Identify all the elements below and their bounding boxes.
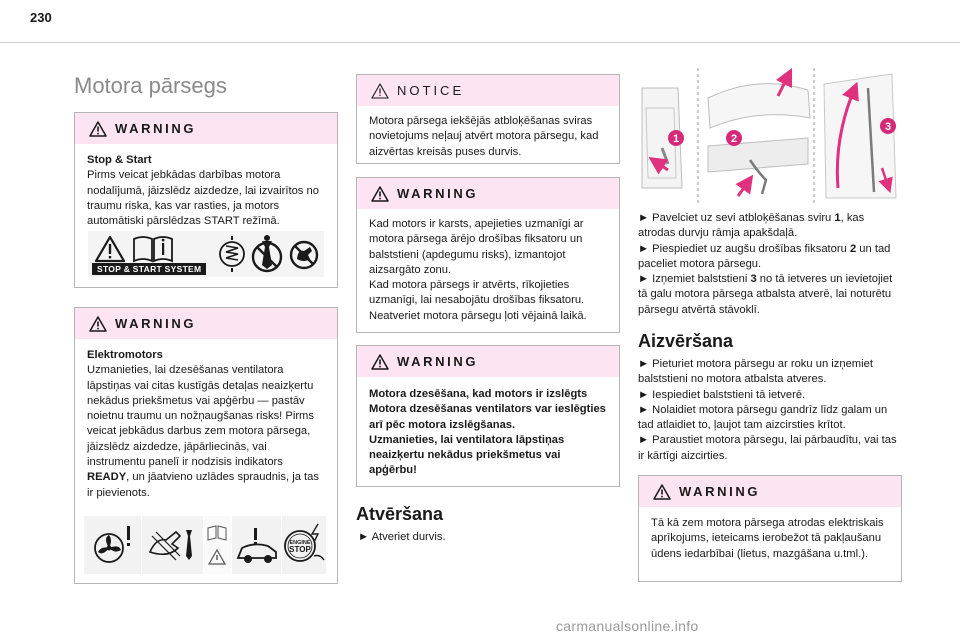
notice-label: NOTICE (397, 83, 465, 98)
procedure-step-3: ► Izņemiet balststieni 3 no tā ietveres un ievietojiet tā galu motora pārsega atbalsta atverē, lai noturētu pārsegu atvērtā stāvoklī. (638, 273, 893, 316)
warning-label: WARNING (115, 316, 197, 331)
notice-body: Motora pārsega iekšējās atbloķēšanas sviras novietojums neļauj atvērt motora pārsegu, kad aizvērtas kreisās puses durvis. (369, 115, 599, 158)
warning-header (639, 476, 901, 507)
no-tie-icon (250, 233, 284, 280)
warning-triangle-icon (371, 186, 389, 202)
electric-motor-icon-strip (84, 516, 326, 574)
opening-step: ► Atveriet durvis. (358, 531, 446, 543)
footer-watermark: carmanualsonline.info (556, 618, 699, 634)
warning-box-stop-start (74, 112, 338, 288)
no-hand-icon (142, 516, 204, 574)
warning-header (75, 113, 337, 144)
warning-header (357, 346, 619, 377)
hood-warning-icon (232, 516, 282, 574)
warning-label: WARNING (679, 484, 761, 499)
opening-heading: Atvēršana (356, 504, 444, 524)
marker-1-label: 1 (672, 133, 680, 145)
no-hand-icon (288, 237, 320, 276)
closing-steps: ► Pieturiet motora pārsegu ar roku un izņemiet balststieni no motora atbalsta atveres. ► Iespiediet balststieni tā ietverē. ► Nolaidiet motora pārsegu gandrīz līdz galam un tad atlaidiet to, ļaujot tam aizcirsties krītot. ► Paraustiet motora pārsegu, lai pārbaudītu, vai tas ir kārtīgi aizcirties. (638, 358, 897, 462)
warning-box-electric-motor (74, 307, 338, 584)
page-title: Motora pārsegs (74, 73, 227, 98)
warning-header (75, 308, 337, 339)
notice-triangle-icon (371, 83, 389, 99)
warning-triangle-icon (653, 484, 671, 500)
warning-body: Motora dzesēšana, kad motors ir izslēgts Motora dzesēšanas ventilators var ieslēgties arī pēc motora izslēgšanas. Uzmanieties, lai ventilatora lāpstiņas neaizķertu nekādus priekšmetus vai apģērbu! (369, 388, 606, 477)
marker-3-label: 3 (884, 121, 892, 133)
engine-stop-icon (282, 516, 326, 574)
warning-body: Tā kā zem motora pārsega atrodas elektriskais aprīkojums, ieteicams ierobežot tā pakļaušanu ūdens iedarbībai (lietus, mazgāšana u.tml.). (651, 517, 884, 560)
procedure-step-2: ► Piespiediet uz augšu drošības fiksatoru 2 un tad paceliet motora pārsegu. (638, 242, 891, 270)
engine-fan-icon (84, 516, 142, 574)
hood-opening-illustration (638, 68, 900, 206)
marker-2-label: 2 (730, 133, 738, 145)
closing-heading: Aizvēršana (638, 331, 734, 351)
spring-icon (218, 234, 246, 279)
notice-header (357, 75, 619, 106)
warning-triangle-icon (89, 121, 107, 137)
warning-label: WARNING (115, 121, 197, 136)
warning-triangle-icon (89, 316, 107, 332)
notice-box (356, 74, 620, 164)
warning-box-hot-engine (356, 177, 620, 333)
warning-body: Pirms veicat jebkādas darbības motora nodalījumā, jāizslēdz aizdedze, lai izvairītos no traumu riska, kas var rasties, ja motors automātiski pārslēdzas START režīmā. (87, 169, 319, 228)
opening-procedure (638, 211, 904, 318)
warning-box-electrical (638, 475, 902, 582)
engine-label: ENGINE (289, 540, 311, 546)
procedure-step-1: ► Pavelciet uz sevi atbloķēšanas sviru 1, kas atrodas durvju rāmja apakšdaļā. (638, 212, 865, 240)
prop-rod-panel (824, 74, 896, 198)
stop-start-icon-strip (88, 231, 324, 277)
stop-label: STOP (289, 545, 311, 554)
warning-body: Uzmanieties, lai dzesēšanas ventilatora lāpstiņas vai citas kustīgās detaļas neaizķertu nekādus priekšmetus vai apģērbu — pastāv noietnu traumu un nožņaugšanas risks! Pirms veicat jebkādus darbus zem motora pārsega, jāizslēdz aizdedze, jāpārliecinās, vai instrumentu panelī ir nodzisis indikators READY, un jāatvieno uzlādes spraudnis, ja tas ir pievienots. (87, 364, 319, 499)
warning-label: WARNING (397, 354, 479, 369)
warning-body: Kad motors ir karsts, apejieties uzmanīgi ar motora pārsega ārējo drošības fiksatoru un balststieni (apdegumu risks), izmantojot aizsargāto zonu. Kad motora pārsegs ir atvērts, rīkojieties uzmanīgi, lai nesabojātu drošības fiksatoru. Neatveriet motora pārsegu ļoti vējainā laikā. (369, 218, 587, 322)
warning-triangle-icon (371, 354, 389, 370)
warning-heading: Stop & Start (87, 154, 152, 166)
warning-header (357, 178, 619, 209)
warning-heading: Elektromotors (87, 349, 163, 361)
warning-label: WARNING (397, 186, 479, 201)
info-icon (204, 516, 232, 574)
stop-start-badge: STOP & START SYSTEM (92, 263, 206, 275)
page-number: 230 (30, 10, 52, 25)
warning-box-fan-cooling (356, 345, 620, 487)
header-rule (0, 42, 960, 43)
hood-latch-panel (708, 76, 810, 196)
